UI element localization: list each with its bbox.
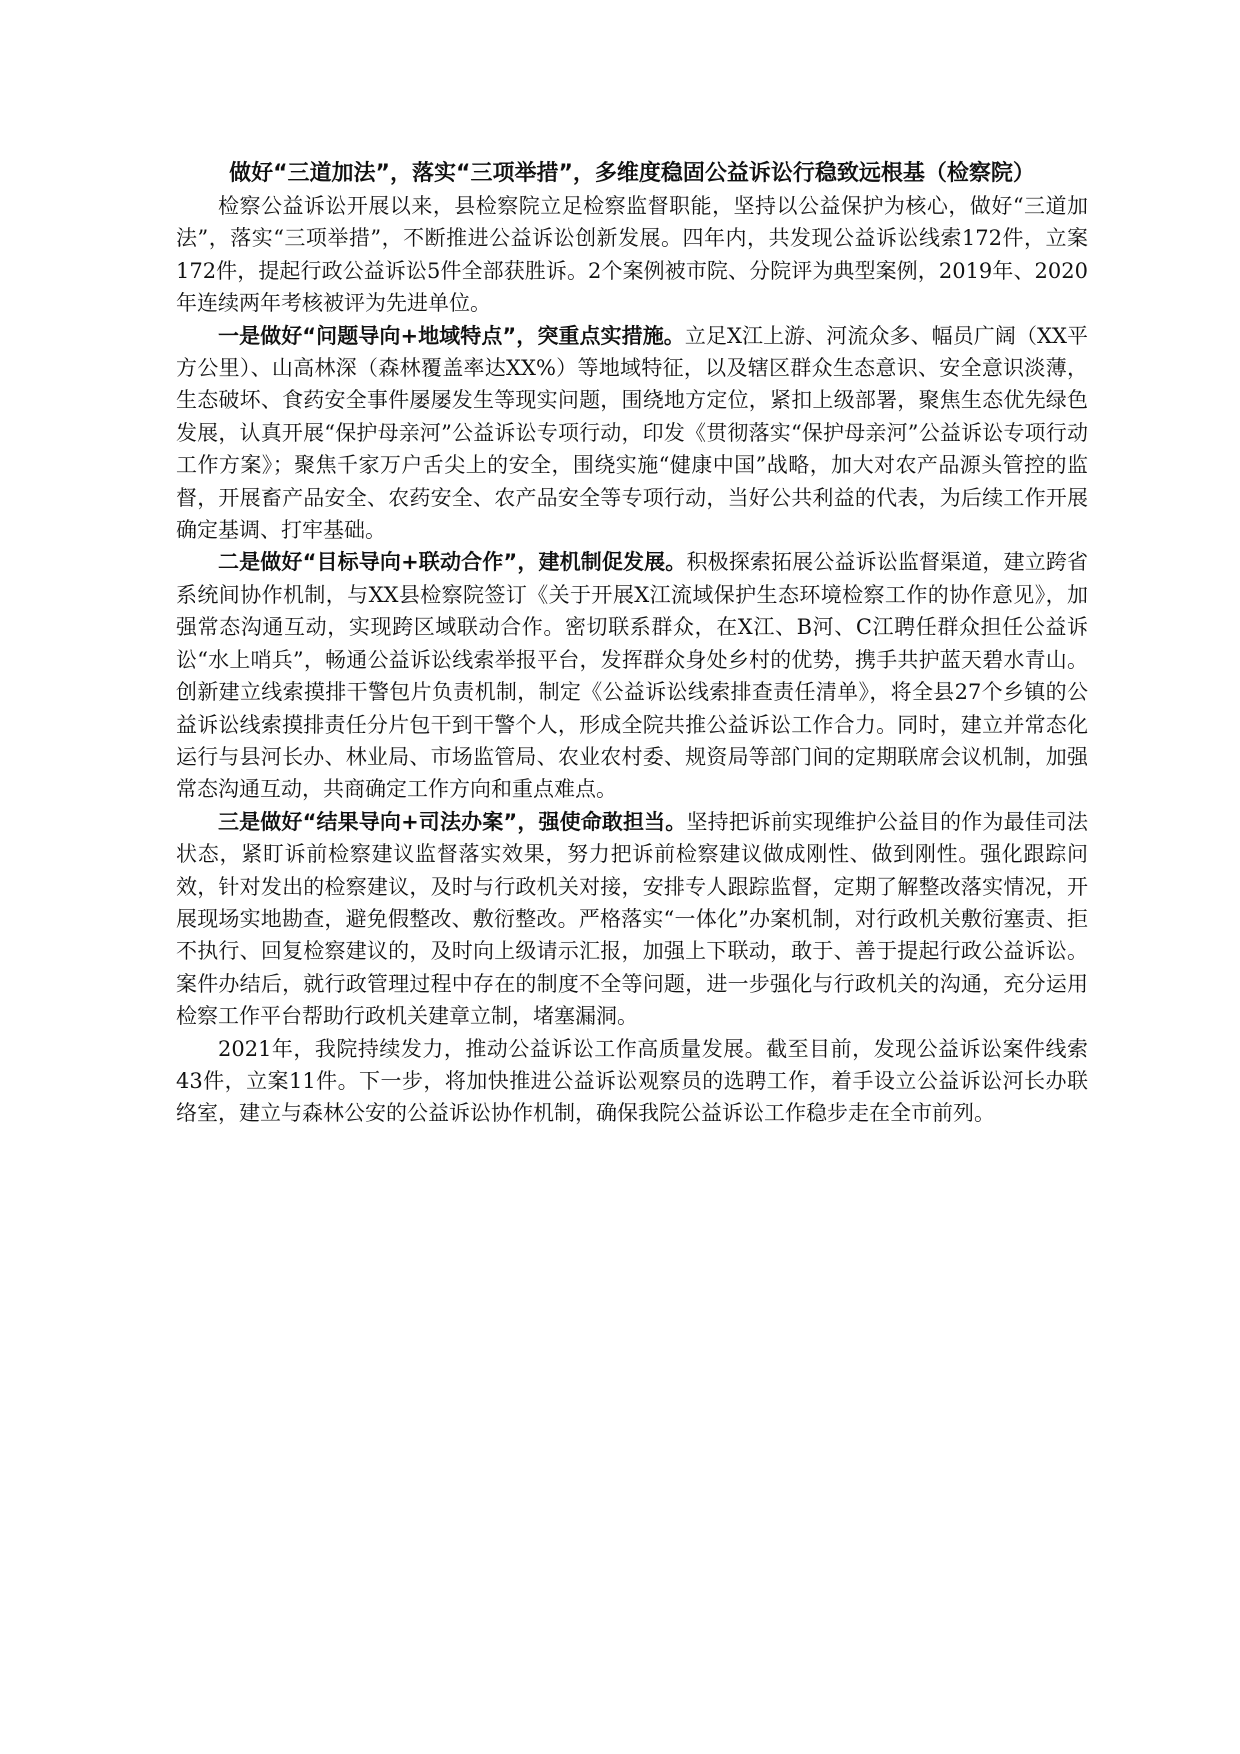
- paragraph-text: 立足X江上游、河流众多、幅员广阔（XX平方公里）、山高林深（森林覆盖率达XX%）等地域特征，以及辖区群众生态意识、安全意识淡薄，生态破坏、食药安全事件屡屡发生等现实问题，围绕地方定位，紧扣上级部署，聚焦生态优先绿色发展，认真开展“保护母亲河”公益诉讼专项行动，印发《贯彻落实“保护母亲河”公益诉讼专项行动工作方案》；聚焦千家万户舌尖上的安全，围绕实施“健康中国”战略，加大对农产品源头管控的监督，开展畜产品安全、农药安全、农产品安全等专项行动，当好公共利益的代表，为后续工作开展确定基调、打牢基础。: [176, 323, 1088, 543]
- paragraph-text: 坚持把诉前实现维护公益目的作为最佳司法状态，紧盯诉前检察建议监督落实效果，努力把诉前检察建议做成刚性、做到刚性。强化跟踪问效，针对发出的检察建议，及时与行政机关对接，安排专人跟踪监督，定期了解整改落实情况，开展现场实地勘查，避免假整改、敷衍整改。严格落实“一体化”办案机制，对行政机关敷衍塞责、拒不执行、回复检察建议的，及时向上级请示汇报，加强上下联动，敢于、善于提起行政公益诉讼。案件办结后，就行政管理过程中存在的制度不全等问题，进一步强化与行政机关的沟通，充分运用检察工作平台帮助行政机关建章立制，堵塞漏洞。: [176, 809, 1088, 1029]
- document-title: 做好“三道加法”，落实“三项举措”，多维度稳固公益诉讼行稳致远根基（检察院）: [229, 161, 1035, 186]
- paragraph-lead: 三是做好“结果导向+司法办案”，强使命敢担当。: [218, 809, 687, 834]
- paragraph-text: 2021年，我院持续发力，推动公益诉讼工作高质量发展。截至目前，发现公益诉讼案件线索43件，立案11件。下一步，将加快推进公益诉讼观察员的选聘工作，着手设立公益诉讼河长办联络室，建立与森林公安的公益诉讼协作机制，确保我院公益诉讼工作稳步走在全市前列。: [176, 1036, 1088, 1126]
- document-body: [176, 158, 1088, 1130]
- paragraph-measure-three: [176, 806, 1088, 1033]
- paragraph-measure-two: [176, 546, 1088, 805]
- paragraph-lead: 二是做好“目标导向+联动合作”，建机制促发展。: [218, 550, 687, 575]
- paragraph-measure-one: [176, 320, 1088, 547]
- paragraph-text: 积极探索拓展公益诉讼监督渠道，建立跨省系统间协作机制，与XX县检察院签订《关于开展X江流域保护生态环境检察工作的协作意见》，加强常态沟通互动，实现跨区域联动合作。密切联系群众，在X江、B河、C江聘任群众担任公益诉讼“水上哨兵”，畅通公益诉讼线索举报平台，发挥群众身处乡村的优势，携手共护蓝天碧水青山。创新建立线索摸排干警包片负责机制，制定《公益诉讼线索排查责任清单》，将全县27个乡镇的公益诉讼线索摸排责任分片包干到干警个人，形成全院共推公益诉讼工作合力。同时，建立并常态化运行与县河长办、林业局、市场监管局、农业农村委、规资局等部门间的定期联席会议机制，加强常态沟通互动，共商确定工作方向和重点难点。: [176, 550, 1088, 802]
- paragraph-lead: 一是做好“问题导向+地域特点”，突重点实措施。: [218, 323, 685, 348]
- paragraph-text: 检察公益诉讼开展以来，县检察院立足检察监督职能，坚持以公益保护为核心，做好“三道加法”，落实“三项举措”，不断推进公益诉讼创新发展。四年内，共发现公益诉讼线索172件，立案172件，提起行政公益诉讼5件全部获胜诉。2个案例被市院、分院评为典型案例，2019年、2020年连续两年考核被评为先进单位。: [176, 194, 1088, 316]
- paragraph-intro: [176, 190, 1088, 320]
- paragraph-conclusion: [176, 1033, 1088, 1130]
